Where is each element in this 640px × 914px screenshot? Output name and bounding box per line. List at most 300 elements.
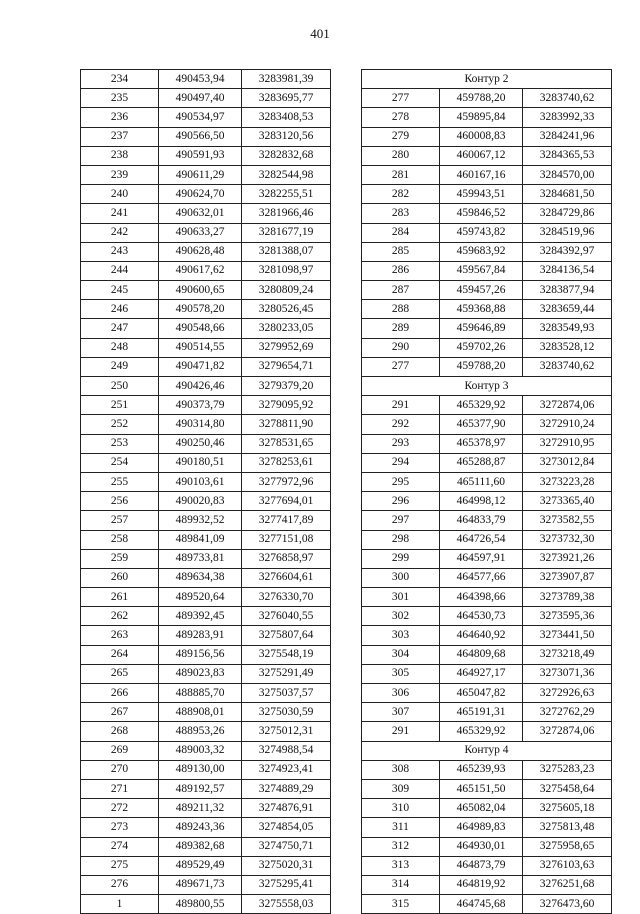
table-row — [362, 722, 612, 741]
y-coordinate-cell: 3284392,97 — [523, 242, 612, 261]
point-number-cell: 282 — [362, 185, 440, 204]
table-row — [81, 127, 331, 146]
point-number-cell: 307 — [362, 703, 440, 722]
point-number-cell: 266 — [81, 684, 159, 703]
x-coordinate-cell: 459646,89 — [440, 319, 523, 338]
x-coordinate-cell: 459788,20 — [440, 89, 523, 108]
point-number-cell: 278 — [362, 108, 440, 127]
y-coordinate-cell: 3275037,57 — [242, 684, 331, 703]
y-coordinate-cell: 3277972,96 — [242, 472, 331, 491]
table-row — [81, 223, 331, 242]
table-row — [81, 779, 331, 798]
point-number-cell: 306 — [362, 684, 440, 703]
point-number-cell: 302 — [362, 607, 440, 626]
x-coordinate-cell: 464819,92 — [440, 875, 523, 894]
table-row — [362, 856, 612, 875]
table-row — [362, 492, 612, 511]
table-row — [81, 300, 331, 319]
point-number-cell: 246 — [81, 300, 159, 319]
table-row — [362, 261, 612, 280]
y-coordinate-cell: 3274923,41 — [242, 760, 331, 779]
point-number-cell: 287 — [362, 281, 440, 300]
x-coordinate-cell: 464927,17 — [440, 664, 523, 683]
y-coordinate-cell: 3275958,65 — [523, 837, 612, 856]
y-coordinate-cell: 3284519,96 — [523, 223, 612, 242]
table-row — [362, 875, 612, 894]
point-number-cell: 289 — [362, 319, 440, 338]
point-number-cell: 241 — [81, 204, 159, 223]
table-row — [362, 895, 612, 914]
left-coordinates-table — [80, 69, 331, 914]
x-coordinate-cell: 459368,88 — [440, 300, 523, 319]
table-row — [362, 281, 612, 300]
point-number-cell: 247 — [81, 319, 159, 338]
y-coordinate-cell: 3275295,41 — [242, 875, 331, 894]
x-coordinate-cell: 490497,40 — [159, 89, 242, 108]
y-coordinate-cell: 3274889,29 — [242, 779, 331, 798]
table-row — [81, 741, 331, 760]
x-coordinate-cell: 465191,31 — [440, 703, 523, 722]
x-coordinate-cell: 459895,84 — [440, 108, 523, 127]
x-coordinate-cell: 465378,97 — [440, 434, 523, 453]
y-coordinate-cell: 3282544,98 — [242, 165, 331, 184]
table-row — [81, 703, 331, 722]
point-number-cell: 1 — [81, 895, 159, 914]
x-coordinate-cell: 490250,46 — [159, 434, 242, 453]
point-number-cell: 257 — [81, 511, 159, 530]
x-coordinate-cell: 490591,93 — [159, 146, 242, 165]
y-coordinate-cell: 3275283,23 — [523, 760, 612, 779]
x-coordinate-cell: 465329,92 — [440, 722, 523, 741]
y-coordinate-cell: 3279654,71 — [242, 357, 331, 376]
y-coordinate-cell: 3283740,62 — [523, 89, 612, 108]
point-number-cell: 296 — [362, 492, 440, 511]
x-coordinate-cell: 489634,38 — [159, 568, 242, 587]
table-row — [362, 549, 612, 568]
x-coordinate-cell: 464833,79 — [440, 511, 523, 530]
point-number-cell: 238 — [81, 146, 159, 165]
x-coordinate-cell: 460067,12 — [440, 146, 523, 165]
point-number-cell: 252 — [81, 415, 159, 434]
table-row — [81, 185, 331, 204]
point-number-cell: 270 — [81, 760, 159, 779]
y-coordinate-cell: 3280526,45 — [242, 300, 331, 319]
x-coordinate-cell: 465047,82 — [440, 684, 523, 703]
x-coordinate-cell: 464809,68 — [440, 645, 523, 664]
table-row — [362, 300, 612, 319]
y-coordinate-cell: 3283981,39 — [242, 70, 331, 89]
x-coordinate-cell: 490534,97 — [159, 108, 242, 127]
x-coordinate-cell: 490628,48 — [159, 242, 242, 261]
x-coordinate-cell: 490020,83 — [159, 492, 242, 511]
table-row — [81, 684, 331, 703]
point-number-cell: 265 — [81, 664, 159, 683]
x-coordinate-cell: 489800,55 — [159, 895, 242, 914]
x-coordinate-cell: 464530,73 — [440, 607, 523, 626]
table-row — [81, 453, 331, 472]
y-coordinate-cell: 3276473,60 — [523, 895, 612, 914]
point-number-cell: 309 — [362, 779, 440, 798]
point-number-cell: 269 — [81, 741, 159, 760]
table-row — [81, 875, 331, 894]
y-coordinate-cell: 3276858,97 — [242, 549, 331, 568]
table-row — [81, 492, 331, 511]
table-row — [362, 799, 612, 818]
y-coordinate-cell: 3273365,40 — [523, 492, 612, 511]
x-coordinate-cell: 490314,80 — [159, 415, 242, 434]
x-coordinate-cell: 490103,61 — [159, 472, 242, 491]
point-number-cell: 264 — [81, 645, 159, 664]
point-number-cell: 255 — [81, 472, 159, 491]
table-row — [362, 415, 612, 434]
x-coordinate-cell: 489211,32 — [159, 799, 242, 818]
y-coordinate-cell: 3281677,19 — [242, 223, 331, 242]
section-title: Контур 4 — [362, 741, 612, 760]
x-coordinate-cell: 464989,83 — [440, 818, 523, 837]
table-row — [81, 818, 331, 837]
point-number-cell: 258 — [81, 530, 159, 549]
point-number-cell: 290 — [362, 338, 440, 357]
y-coordinate-cell: 3272874,06 — [523, 722, 612, 741]
right-coordinates-table — [361, 69, 612, 914]
x-coordinate-cell: 464398,66 — [440, 588, 523, 607]
x-coordinate-cell: 489243,36 — [159, 818, 242, 837]
point-number-cell: 286 — [362, 261, 440, 280]
table-row — [81, 607, 331, 626]
section-header-row — [362, 377, 612, 396]
table-row — [362, 223, 612, 242]
point-number-cell: 291 — [362, 722, 440, 741]
y-coordinate-cell: 3278811,90 — [242, 415, 331, 434]
x-coordinate-cell: 489733,81 — [159, 549, 242, 568]
x-coordinate-cell: 490611,29 — [159, 165, 242, 184]
table-row — [81, 837, 331, 856]
x-coordinate-cell: 465239,93 — [440, 760, 523, 779]
table-row — [362, 185, 612, 204]
x-coordinate-cell: 464640,92 — [440, 626, 523, 645]
y-coordinate-cell: 3276251,68 — [523, 875, 612, 894]
y-coordinate-cell: 3275813,48 — [523, 818, 612, 837]
point-number-cell: 293 — [362, 434, 440, 453]
table-row — [362, 607, 612, 626]
x-coordinate-cell: 464930,01 — [440, 837, 523, 856]
point-number-cell: 291 — [362, 396, 440, 415]
x-coordinate-cell: 490426,46 — [159, 377, 242, 396]
point-number-cell: 314 — [362, 875, 440, 894]
y-coordinate-cell: 3284136,54 — [523, 261, 612, 280]
x-coordinate-cell: 490471,82 — [159, 357, 242, 376]
y-coordinate-cell: 3279379,20 — [242, 377, 331, 396]
table-row — [81, 511, 331, 530]
y-coordinate-cell: 3283549,93 — [523, 319, 612, 338]
point-number-cell: 305 — [362, 664, 440, 683]
y-coordinate-cell: 3275020,31 — [242, 856, 331, 875]
x-coordinate-cell: 488885,70 — [159, 684, 242, 703]
point-number-cell: 240 — [81, 185, 159, 204]
y-coordinate-cell: 3273789,38 — [523, 588, 612, 607]
x-coordinate-cell: 490453,94 — [159, 70, 242, 89]
table-row — [362, 165, 612, 184]
section-header-row — [362, 70, 612, 89]
y-coordinate-cell: 3275558,03 — [242, 895, 331, 914]
point-number-cell: 279 — [362, 127, 440, 146]
y-coordinate-cell: 3281388,07 — [242, 242, 331, 261]
table-row — [81, 472, 331, 491]
x-coordinate-cell: 489841,09 — [159, 530, 242, 549]
y-coordinate-cell: 3284681,50 — [523, 185, 612, 204]
x-coordinate-cell: 459683,92 — [440, 242, 523, 261]
x-coordinate-cell: 489392,45 — [159, 607, 242, 626]
table-row — [362, 204, 612, 223]
y-coordinate-cell: 3284365,53 — [523, 146, 612, 165]
y-coordinate-cell: 3272874,06 — [523, 396, 612, 415]
y-coordinate-cell: 3282255,51 — [242, 185, 331, 204]
x-coordinate-cell: 489192,57 — [159, 779, 242, 798]
x-coordinate-cell: 490548,66 — [159, 319, 242, 338]
table-row — [81, 856, 331, 875]
point-number-cell: 277 — [362, 357, 440, 376]
point-number-cell: 237 — [81, 127, 159, 146]
x-coordinate-cell: 459567,84 — [440, 261, 523, 280]
point-number-cell: 253 — [81, 434, 159, 453]
y-coordinate-cell: 3275012,31 — [242, 722, 331, 741]
table-row — [81, 108, 331, 127]
point-number-cell: 259 — [81, 549, 159, 568]
y-coordinate-cell: 3275548,19 — [242, 645, 331, 664]
table-row — [81, 70, 331, 89]
y-coordinate-cell: 3276330,70 — [242, 588, 331, 607]
table-row — [81, 396, 331, 415]
table-row — [362, 434, 612, 453]
point-number-cell: 294 — [362, 453, 440, 472]
x-coordinate-cell: 490514,55 — [159, 338, 242, 357]
point-number-cell: 280 — [362, 146, 440, 165]
y-coordinate-cell: 3283740,62 — [523, 357, 612, 376]
y-coordinate-cell: 3283528,12 — [523, 338, 612, 357]
table-row — [81, 165, 331, 184]
table-row — [362, 568, 612, 587]
y-coordinate-cell: 3276604,61 — [242, 568, 331, 587]
point-number-cell: 236 — [81, 108, 159, 127]
point-number-cell: 275 — [81, 856, 159, 875]
x-coordinate-cell: 459846,52 — [440, 204, 523, 223]
y-coordinate-cell: 3273732,30 — [523, 530, 612, 549]
y-coordinate-cell: 3274750,71 — [242, 837, 331, 856]
y-coordinate-cell: 3273921,26 — [523, 549, 612, 568]
point-number-cell: 263 — [81, 626, 159, 645]
section-title: Контур 2 — [362, 70, 612, 89]
table-row — [81, 204, 331, 223]
point-number-cell: 272 — [81, 799, 159, 818]
y-coordinate-cell: 3273223,28 — [523, 472, 612, 491]
x-coordinate-cell: 490180,51 — [159, 453, 242, 472]
point-number-cell: 249 — [81, 357, 159, 376]
table-row — [362, 645, 612, 664]
point-number-cell: 267 — [81, 703, 159, 722]
point-number-cell: 243 — [81, 242, 159, 261]
point-number-cell: 244 — [81, 261, 159, 280]
point-number-cell: 315 — [362, 895, 440, 914]
y-coordinate-cell: 3279095,92 — [242, 396, 331, 415]
point-number-cell: 234 — [81, 70, 159, 89]
point-number-cell: 300 — [362, 568, 440, 587]
point-number-cell: 281 — [362, 165, 440, 184]
section-title: Контур 3 — [362, 377, 612, 396]
y-coordinate-cell: 3283695,77 — [242, 89, 331, 108]
x-coordinate-cell: 465111,60 — [440, 472, 523, 491]
section-header-row — [362, 741, 612, 760]
table-row — [81, 338, 331, 357]
x-coordinate-cell: 465377,90 — [440, 415, 523, 434]
y-coordinate-cell: 3283408,53 — [242, 108, 331, 127]
x-coordinate-cell: 488908,01 — [159, 703, 242, 722]
y-coordinate-cell: 3283877,94 — [523, 281, 612, 300]
y-coordinate-cell: 3275030,59 — [242, 703, 331, 722]
x-coordinate-cell: 464597,91 — [440, 549, 523, 568]
x-coordinate-cell: 459943,51 — [440, 185, 523, 204]
table-row — [81, 261, 331, 280]
y-coordinate-cell: 3282832,68 — [242, 146, 331, 165]
y-coordinate-cell: 3273582,55 — [523, 511, 612, 530]
point-number-cell: 283 — [362, 204, 440, 223]
point-number-cell: 284 — [362, 223, 440, 242]
x-coordinate-cell: 488953,26 — [159, 722, 242, 741]
point-number-cell: 248 — [81, 338, 159, 357]
point-number-cell: 298 — [362, 530, 440, 549]
y-coordinate-cell: 3277151,08 — [242, 530, 331, 549]
y-coordinate-cell: 3278531,65 — [242, 434, 331, 453]
table-row — [81, 89, 331, 108]
point-number-cell: 250 — [81, 377, 159, 396]
table-row — [362, 530, 612, 549]
y-coordinate-cell: 3273071,36 — [523, 664, 612, 683]
x-coordinate-cell: 490632,01 — [159, 204, 242, 223]
table-row — [81, 760, 331, 779]
point-number-cell: 295 — [362, 472, 440, 491]
point-number-cell: 310 — [362, 799, 440, 818]
table-row — [81, 664, 331, 683]
x-coordinate-cell: 489671,73 — [159, 875, 242, 894]
y-coordinate-cell: 3284729,86 — [523, 204, 612, 223]
y-coordinate-cell: 3275605,18 — [523, 799, 612, 818]
table-row — [362, 338, 612, 357]
table-row — [362, 146, 612, 165]
point-number-cell: 261 — [81, 588, 159, 607]
point-number-cell: 251 — [81, 396, 159, 415]
table-row — [81, 415, 331, 434]
x-coordinate-cell: 464998,12 — [440, 492, 523, 511]
y-coordinate-cell: 3273012,84 — [523, 453, 612, 472]
x-coordinate-cell: 489023,83 — [159, 664, 242, 683]
table-row — [81, 146, 331, 165]
point-number-cell: 308 — [362, 760, 440, 779]
table-row — [81, 568, 331, 587]
x-coordinate-cell: 489156,56 — [159, 645, 242, 664]
x-coordinate-cell: 464726,54 — [440, 530, 523, 549]
point-number-cell: 285 — [362, 242, 440, 261]
table-row — [362, 703, 612, 722]
table-row — [81, 377, 331, 396]
point-number-cell: 311 — [362, 818, 440, 837]
x-coordinate-cell: 489382,68 — [159, 837, 242, 856]
table-row — [362, 684, 612, 703]
point-number-cell: 303 — [362, 626, 440, 645]
y-coordinate-cell: 3275291,49 — [242, 664, 331, 683]
y-coordinate-cell: 3272926,63 — [523, 684, 612, 703]
table-row — [362, 127, 612, 146]
point-number-cell: 276 — [81, 875, 159, 894]
point-number-cell: 301 — [362, 588, 440, 607]
table-row — [362, 511, 612, 530]
y-coordinate-cell: 3273595,36 — [523, 607, 612, 626]
x-coordinate-cell: 459788,20 — [440, 357, 523, 376]
point-number-cell: 299 — [362, 549, 440, 568]
table-row — [362, 760, 612, 779]
y-coordinate-cell: 3273218,49 — [523, 645, 612, 664]
y-coordinate-cell: 3276103,63 — [523, 856, 612, 875]
y-coordinate-cell: 3275458,64 — [523, 779, 612, 798]
x-coordinate-cell: 464577,66 — [440, 568, 523, 587]
x-coordinate-cell: 489520,64 — [159, 588, 242, 607]
table-row — [362, 626, 612, 645]
point-number-cell: 313 — [362, 856, 440, 875]
y-coordinate-cell: 3277694,01 — [242, 492, 331, 511]
table-row — [362, 357, 612, 376]
table-row — [81, 357, 331, 376]
x-coordinate-cell: 489283,91 — [159, 626, 242, 645]
x-coordinate-cell: 465151,50 — [440, 779, 523, 798]
point-number-cell: 256 — [81, 492, 159, 511]
y-coordinate-cell: 3274854,05 — [242, 818, 331, 837]
x-coordinate-cell: 464745,68 — [440, 895, 523, 914]
y-coordinate-cell: 3272910,95 — [523, 434, 612, 453]
table-row — [362, 837, 612, 856]
table-row — [362, 89, 612, 108]
point-number-cell: 235 — [81, 89, 159, 108]
point-number-cell: 297 — [362, 511, 440, 530]
x-coordinate-cell: 459702,26 — [440, 338, 523, 357]
point-number-cell: 274 — [81, 837, 159, 856]
y-coordinate-cell: 3274988,54 — [242, 741, 331, 760]
x-coordinate-cell: 460008,83 — [440, 127, 523, 146]
y-coordinate-cell: 3283120,56 — [242, 127, 331, 146]
x-coordinate-cell: 465288,87 — [440, 453, 523, 472]
x-coordinate-cell: 490566,50 — [159, 127, 242, 146]
x-coordinate-cell: 490617,62 — [159, 261, 242, 280]
x-coordinate-cell: 490373,79 — [159, 396, 242, 415]
y-coordinate-cell: 3280809,24 — [242, 281, 331, 300]
y-coordinate-cell: 3277417,89 — [242, 511, 331, 530]
x-coordinate-cell: 489932,52 — [159, 511, 242, 530]
table-row — [81, 588, 331, 607]
y-coordinate-cell: 3272762,29 — [523, 703, 612, 722]
y-coordinate-cell: 3284241,96 — [523, 127, 612, 146]
x-coordinate-cell: 459743,82 — [440, 223, 523, 242]
point-number-cell: 242 — [81, 223, 159, 242]
x-coordinate-cell: 490578,20 — [159, 300, 242, 319]
table-row — [362, 664, 612, 683]
y-coordinate-cell: 3281966,46 — [242, 204, 331, 223]
page-number: 401 — [310, 26, 330, 41]
y-coordinate-cell: 3281098,97 — [242, 261, 331, 280]
table-row — [362, 108, 612, 127]
y-coordinate-cell: 3284570,00 — [523, 165, 612, 184]
y-coordinate-cell: 3272910,24 — [523, 415, 612, 434]
x-coordinate-cell: 490600,65 — [159, 281, 242, 300]
x-coordinate-cell: 489529,49 — [159, 856, 242, 875]
point-number-cell: 312 — [362, 837, 440, 856]
point-number-cell: 239 — [81, 165, 159, 184]
